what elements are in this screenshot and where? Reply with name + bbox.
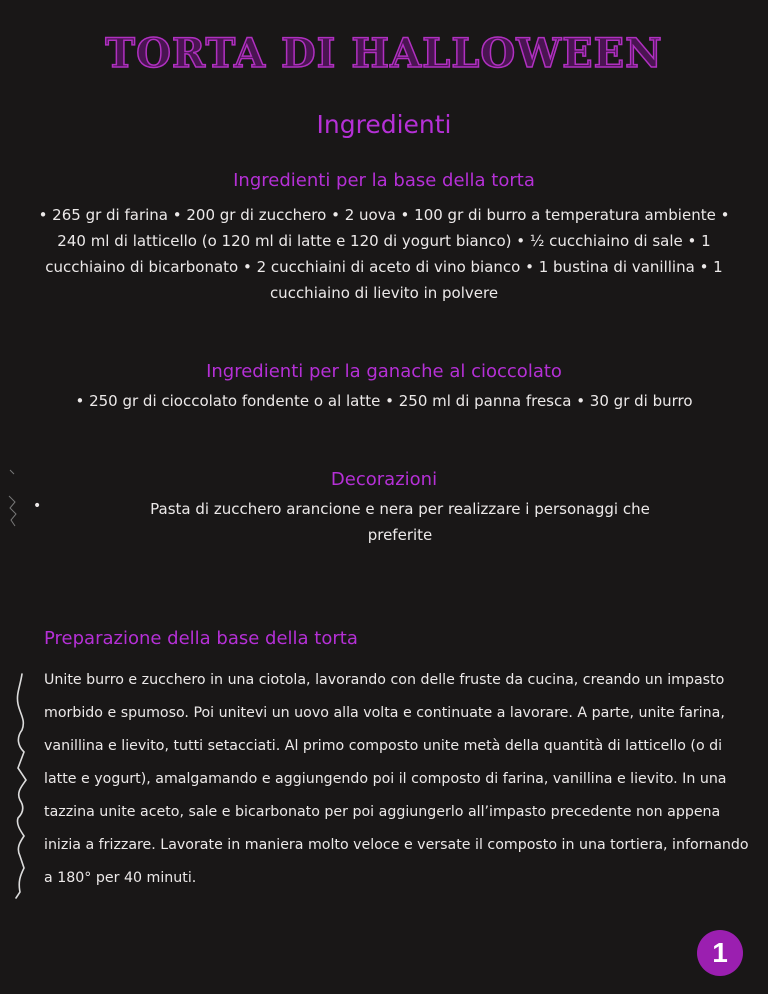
preparation-text: Unite burro e zucchero in una ciotola, lavorando con delle fruste da cucina, creando un impasto morbido e spumoso. Poi unitevi un uovo alla volta e continuate a lavorare. A parte, unite farina, vanillina e lievito, tutti setacciati. Al primo composto unite metà della quantità di latticello (o di latte e yogurt), amalgamando e aggiungendo poi il composto di farina, vanillina e lievito. In una tazzina unite aceto, sale e bicarbonato per poi aggiungerlo all’impasto precedente non appena inizia a frizzare. Lavorate in maniera molto veloce e versate il composto in una tortiera, infornando a 180° per 40 minuti.: [44, 672, 749, 886]
zigzag-decoration-icon: [10, 672, 34, 902]
base-ingredients-list: • 265 gr di farina • 200 gr di zucchero • 2 uova • 100 gr di burro a temperatura ambiente • 240 ml di latticello (o 120 ml di latte e 120 di yogurt bianco) • ½ cucchiaino di sale • 1 cucchiaino di bicarbonato • 2 cucchiaini di aceto di vino bianco • 1 bustina di vanillina • 1 cucchiaino di lievito in polvere: [38, 206, 730, 302]
page-number-badge: 1: [697, 930, 743, 976]
ganache-ingredients-list: • 250 gr di cioccolato fondente o al latte • 250 ml di panna fresca • 30 gr di burro: [75, 392, 693, 410]
page-title: TORTA DI HALLOWEEN: [105, 30, 663, 77]
decorations-bullet: •: [33, 498, 42, 514]
ingredients-heading: Ingredienti: [316, 110, 452, 139]
ganache-ingredients-heading: Ingredienti per la ganache al cioccolato: [206, 361, 562, 382]
base-ingredients-heading: Ingredienti per la base della torta: [233, 170, 535, 191]
decorations-text: Pasta di zucchero arancione e nera per realizzare i personaggi che preferite: [150, 500, 650, 544]
decorations-heading: Decorazioni: [330, 469, 438, 490]
preparation-heading: Preparazione della base della torta: [44, 628, 358, 649]
scribble-decoration-icon: [6, 468, 20, 532]
